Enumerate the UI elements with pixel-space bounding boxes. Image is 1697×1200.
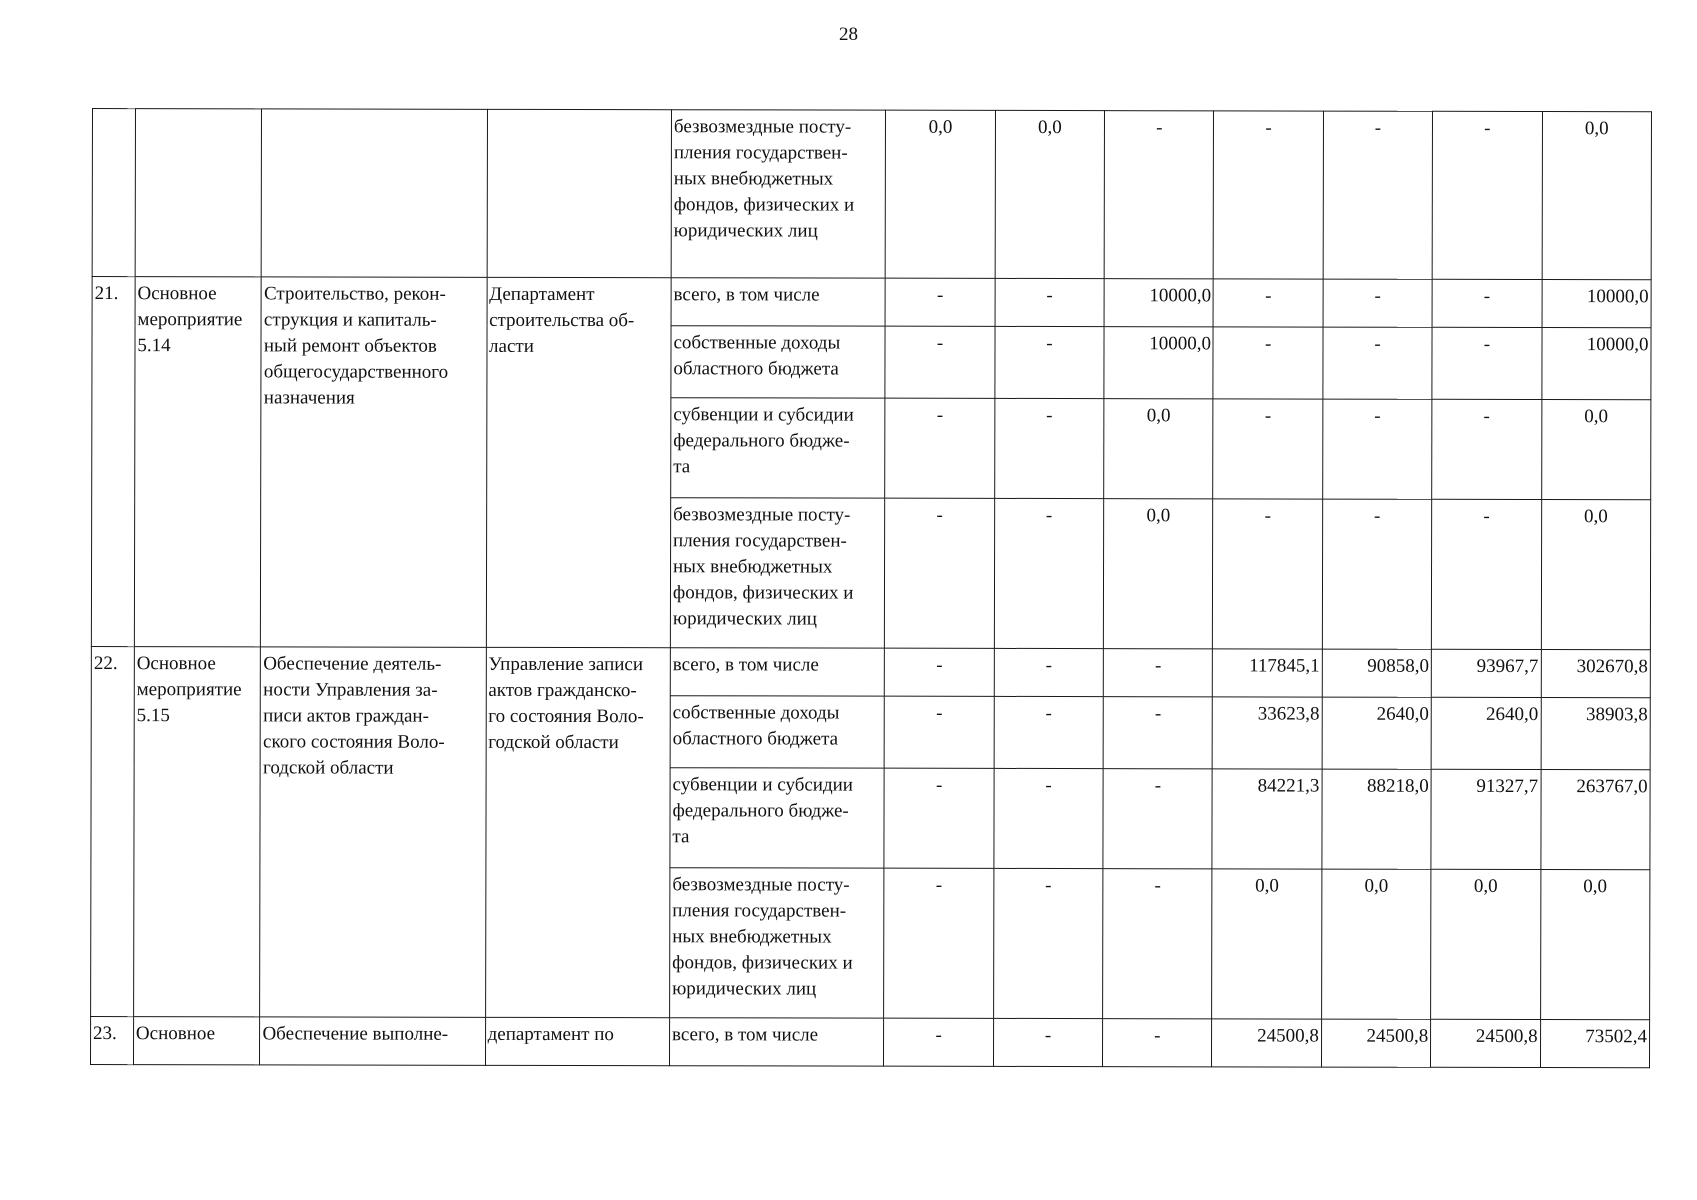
value-cell: -: [1103, 769, 1213, 869]
executor-line: Департамент: [489, 283, 595, 306]
measure-name-cell: [262, 109, 488, 277]
source-cell: [670, 868, 885, 1018]
source-cell: [671, 110, 886, 278]
value-cell: 263767,0: [1540, 770, 1650, 870]
value-cell: -: [993, 1018, 1102, 1066]
executor-line: годской области: [488, 731, 619, 754]
source-line: собственные доходы: [673, 332, 841, 354]
row-number-cell: 23.: [90, 1016, 133, 1064]
name-line: Обеспечение деятель-: [263, 653, 442, 675]
measure-cell: [135, 109, 262, 277]
value-cell: 10000,0: [1542, 280, 1652, 328]
source-line: собственные доходы: [672, 702, 840, 724]
executor-line: го состояния Воло-: [488, 705, 644, 728]
budget-table: [90, 108, 1652, 1068]
row-number-cell: 21.: [91, 277, 135, 647]
value-cell: -: [1323, 279, 1432, 327]
table-row: [92, 277, 1651, 328]
value-cell: -: [885, 326, 995, 398]
source-line: юридических лиц: [672, 608, 817, 630]
executor-cell: [486, 277, 671, 647]
measure-line: мероприятие: [137, 309, 243, 331]
source-line: пления государствен-: [673, 530, 847, 552]
value-cell: -: [1103, 869, 1213, 1019]
measure-line: мероприятие: [136, 679, 242, 701]
value-cell: -: [1322, 499, 1432, 649]
source-line: федерального бюдже-: [672, 800, 849, 822]
value-cell: 0,0: [1541, 400, 1651, 500]
value-cell: 2640,0: [1431, 697, 1541, 769]
value-cell: 10000,0: [1541, 328, 1651, 400]
value-cell: -: [995, 278, 1104, 326]
executor-cell: департамент по: [485, 1017, 670, 1065]
value-cell: 91327,7: [1431, 769, 1541, 869]
measure-name-cell: Обеспечение выполне-: [260, 1017, 485, 1065]
source-line: ных внебюджетных: [672, 556, 833, 578]
source-line: ных внебюджетных: [672, 926, 832, 948]
source-line: безвозмездные посту-: [673, 504, 851, 526]
value-cell: 33623,8: [1213, 697, 1323, 769]
source-cell: всего, в том числе: [670, 648, 885, 696]
value-cell: 0,0: [1542, 112, 1652, 280]
measure-name-cell: [260, 647, 486, 1017]
source-line: фондов, физических и: [672, 952, 853, 974]
value-cell: 0,0: [1103, 499, 1213, 649]
source-line: пления государствен-: [673, 142, 848, 164]
measure-line: Основное: [137, 283, 217, 305]
source-line: та: [672, 826, 690, 848]
value-cell: 90858,0: [1322, 649, 1431, 697]
value-cell: -: [1432, 499, 1542, 649]
source-cell: [670, 696, 885, 768]
measure-line: Основное: [136, 653, 216, 675]
page-number: 28: [839, 24, 858, 45]
measure-line: 5.14: [137, 335, 171, 357]
value-cell: -: [1213, 499, 1323, 649]
source-line: та: [673, 456, 691, 478]
value-cell: -: [1104, 111, 1214, 279]
value-cell: -: [995, 326, 1105, 398]
measure-cell: [134, 277, 261, 647]
value-cell: 10000,0: [1104, 327, 1214, 399]
value-cell: 24500,8: [1212, 1019, 1321, 1067]
value-cell: 117845,1: [1213, 649, 1322, 697]
value-cell: -: [994, 498, 1104, 648]
budget-table-container: [90, 108, 1652, 1068]
name-line: общегосударственного: [263, 361, 449, 383]
value-cell: -: [884, 868, 994, 1018]
table-row: [92, 109, 1651, 280]
source-cell: всего, в том числе: [671, 278, 886, 326]
row-number-cell: [92, 109, 135, 277]
value-cell: 0,0: [995, 110, 1105, 278]
value-cell: -: [994, 648, 1103, 696]
table-row: [90, 1016, 1649, 1067]
value-cell: -: [994, 696, 1104, 768]
value-cell: 0,0: [1212, 869, 1322, 1019]
executor-cell: [487, 109, 672, 277]
name-line: назначения: [263, 387, 355, 409]
value-cell: 93967,7: [1431, 649, 1540, 697]
measure-cell: Основное: [133, 1017, 260, 1065]
row-number-cell: 22.: [91, 646, 135, 1016]
executor-line: Управление записи: [488, 653, 644, 676]
source-cell: [671, 326, 886, 398]
source-line: безвозмездные посту-: [672, 874, 850, 896]
value-cell: -: [994, 398, 1104, 498]
value-cell: 0,0: [1540, 870, 1650, 1020]
measure-line: 5.15: [136, 705, 170, 727]
value-cell: 88218,0: [1322, 769, 1432, 869]
source-cell: [670, 498, 885, 648]
value-cell: -: [1103, 649, 1212, 697]
value-cell: -: [884, 768, 994, 868]
source-line: фондов, физических и: [673, 194, 855, 216]
value-cell: 0,0: [886, 110, 996, 278]
table-row: [91, 646, 1650, 697]
source-line: ных внебюджетных: [673, 168, 834, 190]
source-line: субвенции и субсидии: [672, 774, 853, 796]
budget-table-body: [90, 109, 1651, 1068]
value-cell: 0,0: [1541, 500, 1651, 650]
value-cell: 24500,8: [1431, 1019, 1540, 1067]
value-cell: -: [1214, 279, 1323, 327]
value-cell: -: [1432, 111, 1542, 279]
name-line: ный ремонт объектов: [263, 335, 437, 357]
value-cell: -: [1213, 327, 1323, 399]
executor-line: строительства об-: [489, 309, 635, 332]
name-line: писи актов граждан-: [263, 705, 429, 727]
value-cell: -: [1432, 399, 1542, 499]
value-cell: -: [994, 768, 1104, 868]
executor-line: актов гражданско-: [488, 679, 637, 702]
value-cell: 84221,3: [1212, 769, 1322, 869]
source-cell: [670, 768, 885, 868]
value-cell: -: [1103, 1019, 1212, 1067]
name-line: струкция и капиталь-: [263, 309, 437, 331]
value-cell: 38903,8: [1541, 698, 1651, 770]
source-line: субвенции и субсидии: [673, 404, 854, 426]
source-line: юридических лиц: [672, 978, 817, 1000]
value-cell: 0,0: [1431, 869, 1541, 1019]
name-line: ности Управления за-: [263, 679, 438, 701]
value-cell: -: [1323, 399, 1433, 499]
name-line: Строительство, рекон-: [263, 283, 446, 305]
source-line: федерального бюдже-: [673, 430, 850, 452]
value-cell: -: [885, 398, 995, 498]
value-cell: -: [1323, 327, 1433, 399]
value-cell: 73502,4: [1540, 1020, 1650, 1068]
executor-cell: [485, 647, 670, 1017]
source-line: областного бюджета: [672, 728, 839, 750]
source-line: фондов, физических и: [672, 582, 854, 604]
value-cell: -: [885, 696, 995, 768]
value-cell: -: [993, 868, 1103, 1018]
value-cell: 2640,0: [1322, 697, 1432, 769]
value-cell: -: [1432, 327, 1542, 399]
value-cell: 10000,0: [1104, 279, 1213, 327]
value-cell: -: [1103, 697, 1213, 769]
value-cell: -: [885, 278, 994, 326]
value-cell: -: [885, 648, 994, 696]
value-cell: 24500,8: [1321, 1019, 1430, 1067]
value-cell: 0,0: [1321, 869, 1431, 1019]
value-cell: -: [884, 1018, 993, 1066]
source-line: юридических лиц: [673, 220, 818, 242]
source-cell: всего, в том числе: [669, 1018, 884, 1066]
value-cell: -: [1323, 111, 1433, 279]
value-cell: -: [1432, 279, 1541, 327]
value-cell: 302670,8: [1541, 650, 1651, 698]
value-cell: 0,0: [1104, 399, 1214, 499]
executor-line: ласти: [489, 335, 534, 357]
measure-name-cell: [261, 277, 487, 647]
source-line: областного бюджета: [673, 358, 839, 380]
name-line: годской области: [262, 757, 394, 779]
value-cell: -: [1214, 111, 1324, 279]
value-cell: -: [885, 498, 995, 648]
source-line: пления государствен-: [672, 900, 847, 922]
source-cell: [671, 398, 886, 498]
name-line: ского состояния Воло-: [263, 731, 445, 753]
source-line: безвозмездные посту-: [673, 116, 852, 138]
measure-cell: [133, 647, 260, 1017]
value-cell: -: [1213, 399, 1323, 499]
